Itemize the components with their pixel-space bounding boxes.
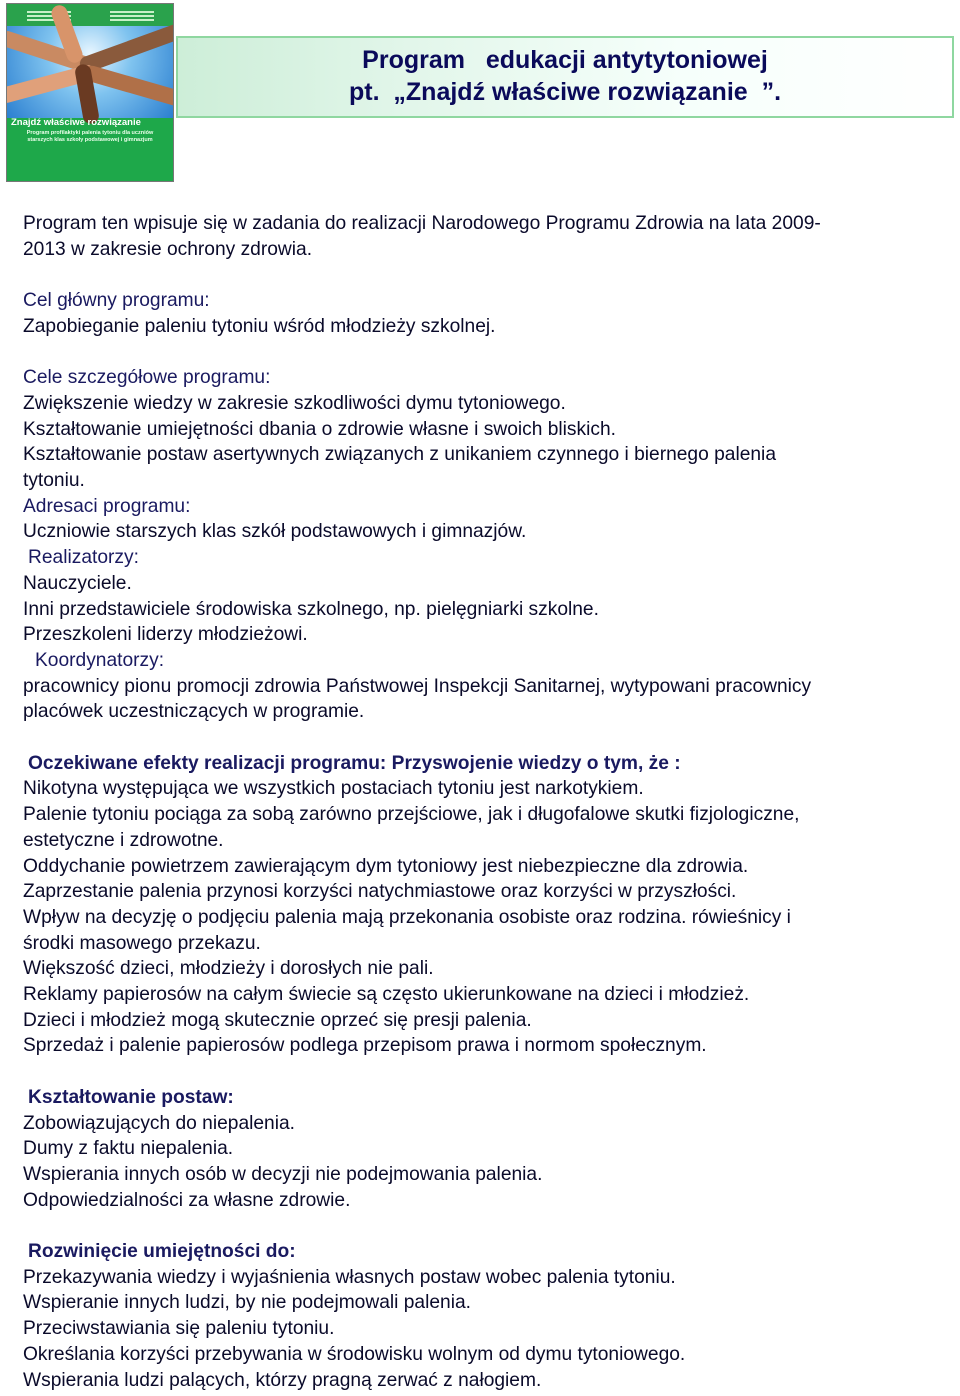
list-item: Sprzedaż i palenie papierosów podlega przepisom prawa i normom społecznym. bbox=[23, 1035, 707, 1057]
goal-heading: Cel główny programu: bbox=[23, 290, 210, 312]
list-item: Zobowiązujących do niepalenia. bbox=[23, 1112, 295, 1134]
list-item: estetyczne i zdrowotne. bbox=[23, 829, 224, 851]
list-item: Przeszkoleni liderzy młodzieżowi. bbox=[23, 624, 308, 646]
intro-line: Program ten wpisuje się w zadania do realizacji Narodowego Programu Zdrowia na lata 2009- bbox=[23, 213, 821, 234]
skills-heading: Rozwinięcie umiejętności do: bbox=[28, 1241, 296, 1263]
attitudes-heading: Kształtowanie postaw: bbox=[28, 1086, 234, 1108]
list-item: placówek uczestniczących w programie. bbox=[23, 701, 365, 723]
list-item: Dumy z faktu niepalenia. bbox=[23, 1138, 234, 1160]
goal-text: Zapobieganie paleniu tytoniu wśród młodzieży szkolnej. bbox=[23, 315, 496, 337]
list-item: Nauczyciele. bbox=[23, 572, 132, 594]
list-item: Zwiększenie wiedzy w zakresie szkodliwości dymu tytoniowego. bbox=[23, 392, 566, 414]
list-item: Zaprzestanie palenia przynosi korzyści natychmiastowe oraz korzyści w przyszłości. bbox=[23, 881, 737, 903]
list-item: Większość dzieci, młodzieży i dorosłych nie pali. bbox=[23, 958, 434, 980]
list-item: Nikotyna występująca we wszystkich postaciach tytoniu jest narkotykiem. bbox=[23, 778, 644, 800]
list-item: Reklamy papierosów na całym świecie są często ukierunkowane na dzieci i młodzież. bbox=[23, 984, 750, 1006]
recipients-heading: Adresaci programu: bbox=[23, 495, 191, 517]
list-item: Palenie tytoniu pociąga za sobą zarówno przejściowe, jak i długofalowe skutki fizjologiczne, bbox=[23, 804, 800, 826]
cover-title: Znajdź właściwe rozwiązanie bbox=[11, 117, 141, 128]
list-item: Przekazywania wiedzy i wyjaśnienia własnych postaw wobec palenia tytoniu. bbox=[23, 1266, 676, 1288]
hands-photo bbox=[7, 26, 173, 118]
list-item: Wspierania ludzi palących, którzy pragną zerwać z nałogiem. bbox=[23, 1369, 542, 1391]
coordinators-heading: Koordynatorzy: bbox=[35, 649, 165, 671]
list-item: Wpływ na decyzję o podjęciu palenia mają przekonania osobiste oraz rodzina. rówieśnicy i bbox=[23, 906, 791, 928]
list-item: Odpowiedzialności za własne zdrowie. bbox=[23, 1189, 351, 1211]
implementers-heading: Realizatorzy: bbox=[28, 547, 139, 569]
cover-subtitle: Program profilaktyki palenia tytoniu dla uczniów starszych klas szkoły podstawowej i gimnazjum bbox=[26, 130, 154, 143]
document-body bbox=[23, 211, 953, 1393]
cover-authors bbox=[7, 4, 173, 28]
recipients-text: Uczniowie starszych klas szkół podstawowych i gimnazjów. bbox=[23, 521, 527, 543]
effects-heading: Oczekiwane efekty realizacji programu: Przyswojenie wiedzy o tym, że : bbox=[28, 752, 681, 774]
list-item: Przeciwstawiania się paleniu tytoniu. bbox=[23, 1318, 335, 1340]
cover-image bbox=[6, 3, 174, 182]
intro-line: 2013 w zakresie ochrony zdrowia. bbox=[23, 238, 313, 260]
list-item: Wspierania innych osób w decyzji nie podejmowania palenia. bbox=[23, 1163, 543, 1185]
title-line-2: pt. „Znajdź właściwe rozwiązanie ”. bbox=[348, 78, 782, 106]
list-item: Określania korzyści przebywania w środowisku wolnym od dymu tytoniowego. bbox=[23, 1343, 686, 1365]
list-item: Kształtowanie umiejętności dbania o zdrowie własne i swoich bliskich. bbox=[23, 418, 616, 440]
list-item: Dzieci i młodzież mogą skutecznie oprzeć się presji palenia. bbox=[23, 1009, 532, 1031]
title-banner bbox=[176, 36, 954, 118]
detailed-goals-heading: Cele szczegółowe programu: bbox=[23, 367, 271, 389]
list-item: Wspieranie innych ludzi, by nie podejmowali palenia. bbox=[23, 1292, 471, 1314]
list-item: tytoniu. bbox=[23, 470, 85, 491]
list-item: pracownicy pionu promocji zdrowia Państwowej Inspekcji Sanitarnej, wytypowani pracownicy bbox=[23, 675, 812, 697]
title-line-1: Program edukacji antytytoniowej bbox=[362, 46, 768, 74]
list-item: Kształtowanie postaw asertywnych związanych z unikaniem czynnego i biernego palenia bbox=[23, 444, 776, 466]
list-item: Oddychanie powietrzem zawierającym dym tytoniowy jest niebezpieczne dla zdrowia. bbox=[23, 855, 749, 877]
list-item: środki masowego przekazu. bbox=[23, 932, 261, 954]
list-item: Inni przedstawiciele środowiska szkolnego, np. pielęgniarki szkolne. bbox=[23, 598, 599, 620]
